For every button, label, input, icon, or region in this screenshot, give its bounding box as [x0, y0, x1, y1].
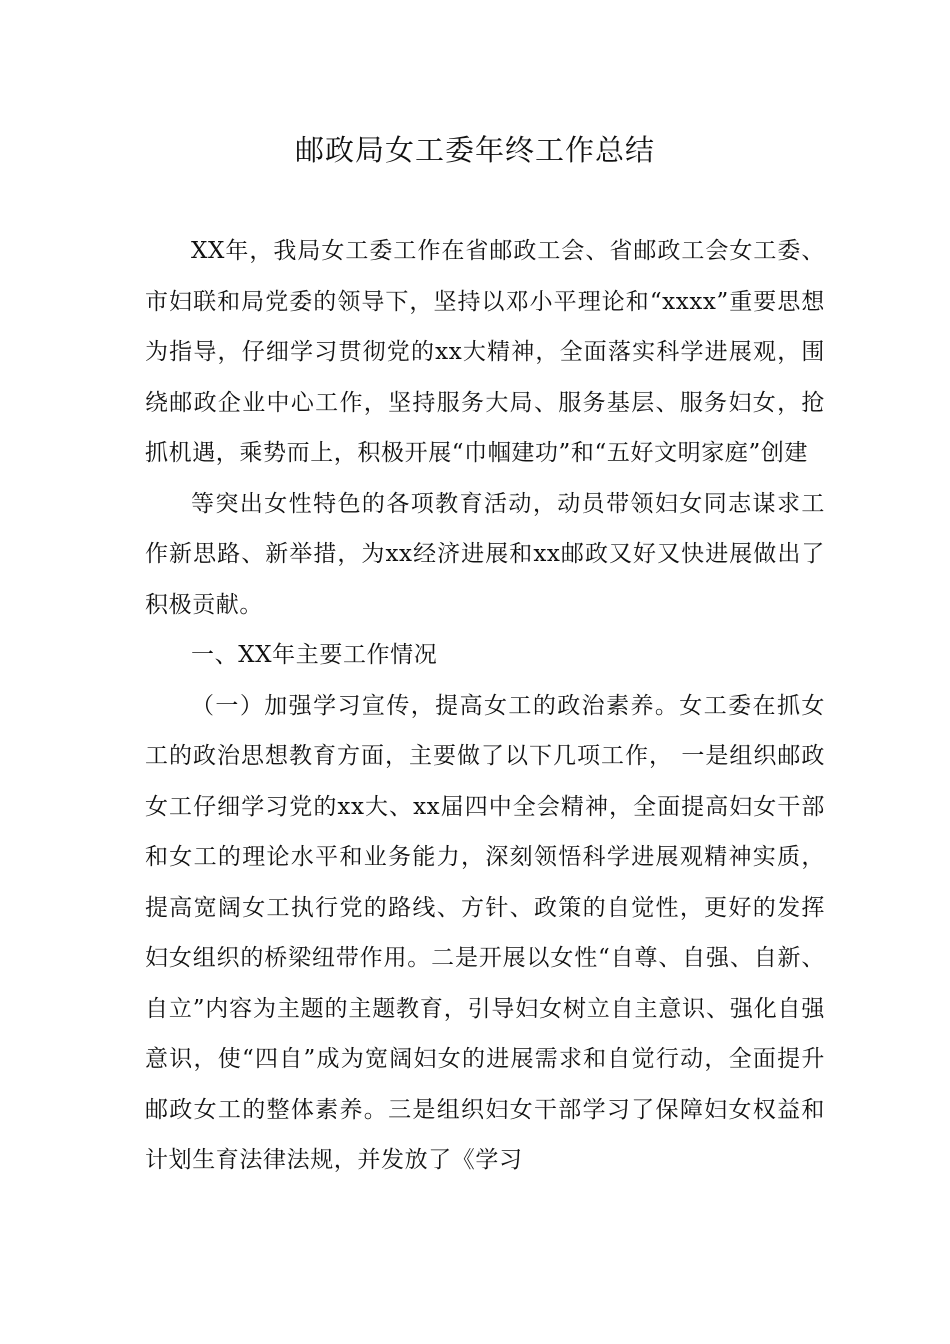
paragraph-intro: XX年，我局女工委工作在省邮政工会、省邮政工会女工委、市妇联和局党委的领导下，坚持以邓小平理论和“xxxx”重要思想为指导，仔细学习贯彻党的xx大精神，全面落实科学进展观，围绕邮政企业中心工作，坚持服务大局、服务基层、服务妇女，抢抓机遇，乘势而上，积极开展“巾帼建功”和“五好文明家庭”创建 — [145, 238, 825, 466]
section-heading: 一、XX年主要工作情况 — [191, 642, 438, 668]
paragraph-activities: 等突出女性特色的各项教育活动，动员带领妇女同志谋求工作新思路、新举措，为xx经济进展和xx邮政又好又快进展做出了积极贡献。 — [145, 490, 825, 618]
paragraph-study: （一）加强学习宣传，提高女工的政治素养。女工委在抓女工的政治思想教育方面，主要做了以下几项工作， 一是组织邮政女工仔细学习党的xx大、xx届四中全会精神，全面提高妇女干部和女工的理论水平和业务能力，深刻领悟科学进展观精神实质，提高宽阔女工执行党的路线、方针、政策的自觉性，更好的发挥妇女组织的桥梁纽带作用。二是开展以女性“自尊、自强、自新、自立”内容为主题的主题教育，引导妇女树立自主意识、强化自强意识，使“四自”成为宽阔妇女的进展需求和自觉行动，全面提升邮政女工的整体素养。三是组织妇女干部学习了保障妇女权益和计划生育法律法规，并发放了《学习 — [145, 692, 825, 1173]
document-title: 邮政局女工委年终工作总结 — [294, 133, 655, 167]
document-body — [145, 226, 825, 1186]
